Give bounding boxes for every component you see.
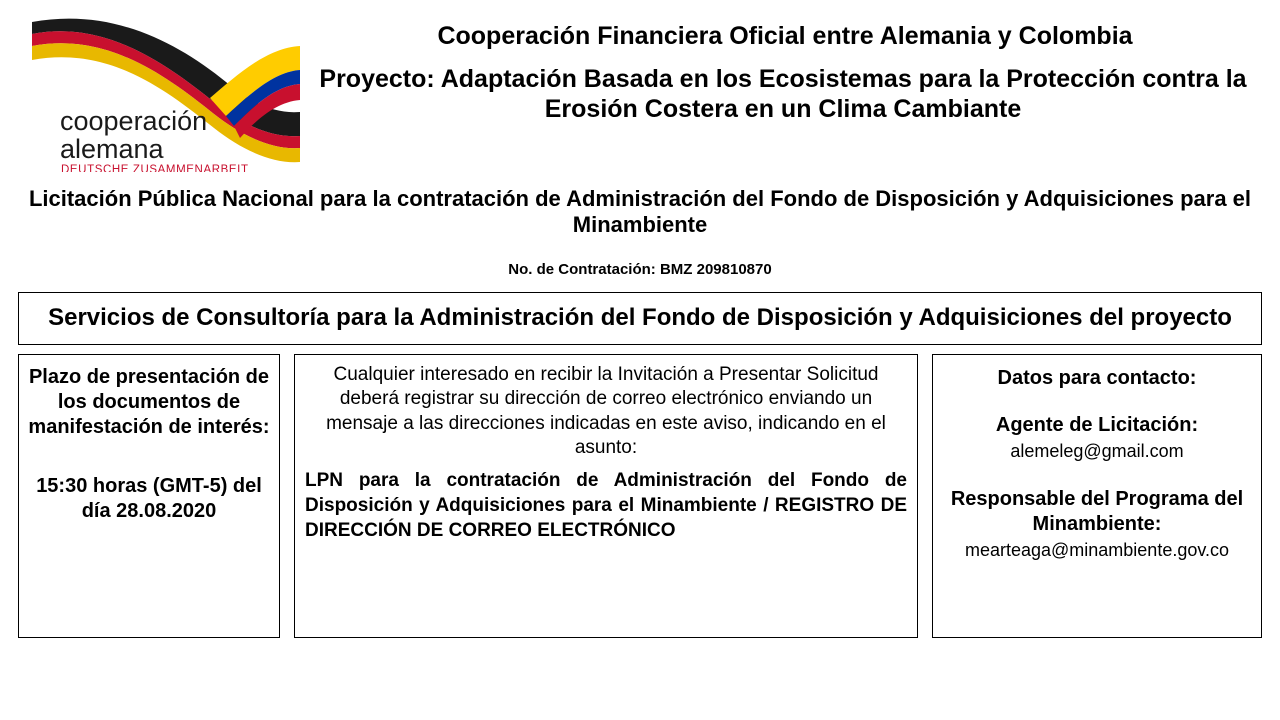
document-header bbox=[0, 0, 1280, 172]
logo-name-line-1: cooperación bbox=[60, 106, 208, 136]
deadline-time: 15:30 horas (GMT-5) del día 28.08.2020 bbox=[36, 475, 262, 523]
contact-column bbox=[932, 354, 1262, 638]
contact-email-program-manager[interactable]: mearteaga@minambiente.gov.co bbox=[964, 539, 1230, 560]
contact-role-bidding-agent: Agente de Licitación: bbox=[995, 414, 1199, 437]
logo-name-line-2: alemana bbox=[60, 134, 164, 164]
logo-subtitle: DEUTSCHE ZUSAMMENARBEIT bbox=[61, 164, 249, 172]
contact-email-bidding-agent[interactable]: alemeleg@gmail.com bbox=[1010, 441, 1184, 462]
services-banner bbox=[18, 292, 1262, 345]
header-title-block bbox=[304, 8, 1266, 124]
contract-number: No. de Contratación: BMZ 209810870 bbox=[508, 260, 772, 278]
services-banner-text: Servicios de Consultoría para la Administración del Fondo de Disposición y Adquisiciones del proyecto bbox=[48, 303, 1232, 331]
project-title: Proyecto: Adaptación Basada en los Ecosistemas para la Protección contra la Erosión Costera en un Clima Cambiante bbox=[319, 65, 1247, 123]
tender-title: Licitación Pública Nacional para la contratación de Administración del Fondo de Disposición y Adquisiciones para el Minambiente bbox=[28, 186, 1252, 238]
email-subject-line: LPN para la contratación de Administración del Fondo de Disposición y Adquisiciones para el Minambiente / REGISTRO DE DIRECCIÓN DE CORREO ELECTRÓNICO bbox=[305, 470, 907, 541]
cooperacion-alemana-logo bbox=[14, 8, 304, 172]
deadline-title: Plazo de presentación de los documentos de manifestación de interés: bbox=[28, 366, 270, 439]
logo-graphic bbox=[14, 12, 304, 172]
instructions-paragraph: Cualquier interesado en recibir la Invitación a Presentar Solicitud deberá registrar su dirección de correo electrónico enviando un mensaje a las direcciones indicadas en este aviso, indicando en el asunto: bbox=[326, 364, 886, 458]
cooperation-title: Cooperación Financiera Oficial entre Alemania y Colombia bbox=[437, 22, 1133, 50]
instructions-column bbox=[294, 354, 918, 638]
contact-role-program-manager: Responsable del Programa del Minambiente: bbox=[950, 487, 1244, 535]
contact-title: Datos para contacto: bbox=[997, 367, 1197, 390]
deadline-column bbox=[18, 354, 280, 638]
info-columns bbox=[18, 354, 1262, 638]
